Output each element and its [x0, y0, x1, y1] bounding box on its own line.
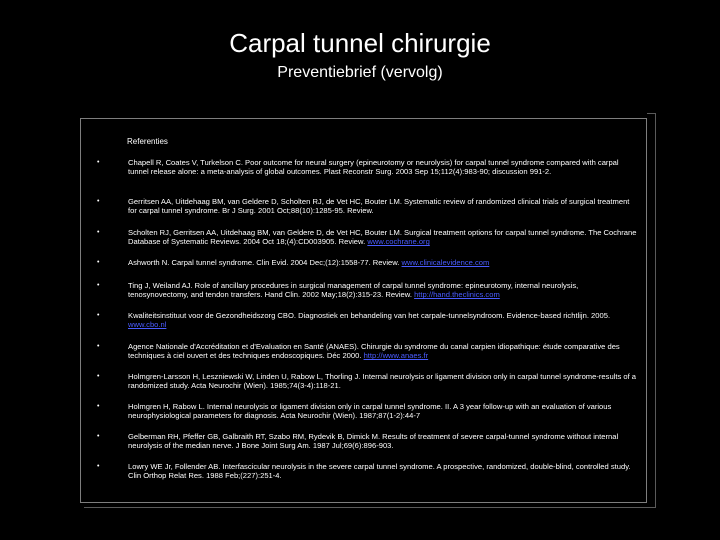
- reference-text: Kwaliteitsinstituut voor de Gezondheidszorg CBO. Diagnostiek en behandeling van het carpale-tunnelsyndroom. Evidence-based richtlijn. 2005.: [128, 311, 611, 320]
- reference-text: Scholten RJ, Gerritsen AA, Uitdehaag BM, van Geldere D, de Vet HC, Bouter LM. Surgical treatment options for carpal tunnel syndrome. The Cochrane Database of Systematic Reviews. 2004 Oct 18;(4):CD003905. Review.: [128, 228, 637, 247]
- reference-text: Gerritsen AA, Uitdehaag BM, van Geldere D, Scholten RJ, de Vet HC, Bouter LM. Systematic review of randomized clinical trials of surgical treatment for carpal tunnel syndrome. Br J Surg. 2001 Oct;88(10):1285-95. Review.: [128, 197, 630, 216]
- reference-text-block: [128, 432, 638, 450]
- reference-text-block: [128, 281, 638, 299]
- reference-text-block: [128, 372, 638, 390]
- slide-title: Carpal tunnel chirurgie: [229, 28, 491, 58]
- bullet-icon: •: [97, 463, 100, 470]
- reference-text-block: [128, 197, 638, 215]
- bullet-icon: •: [97, 433, 100, 440]
- reference-text: Holmgren H, Rabow L. Internal neurolysis or ligament division only in carpal tunnel syndrome. II. A 3 year follow-up with an evaluation of various neurophysiological parameters for diagnosis. Acta Neurochir (Wien). 1987;87(1-2):44-7: [128, 402, 612, 421]
- bullet-icon: •: [97, 312, 100, 319]
- references-box-shadow-bottom: [84, 503, 656, 508]
- reference-link[interactable]: http://www.anaes.fr: [363, 351, 429, 361]
- reference-text: Ashworth N. Carpal tunnel syndrome. Clin Evid. 2004 Dec;(12):1558-77. Review.: [128, 258, 400, 267]
- reference-link[interactable]: www.cochrane.org: [367, 237, 430, 247]
- reference-text-block: [128, 462, 638, 480]
- bullet-icon: •: [97, 159, 100, 166]
- reference-text: Agence Nationale d'Accréditation et d'Evaluation en Santé (ANAES). Chirurgie du syndrome du canal carpien idiopathique: étude comparative des techniques à ciel ouvert et des techniques endoscopiques. Déc 2000.: [128, 342, 620, 361]
- reference-text: Ting J, Weiland AJ. Role of ancillary procedures in surgical management of carpal tunnel syndrome: epineurotomy, internal neurolysis, tenosynovectomy, and tendon transfers. Hand Clin. 2002 May;18(2):315-23. Review.: [128, 281, 579, 300]
- reference-text: Chapell R, Coates V, Turkelson C. Poor outcome for neural surgery (epineurotomy or neurolysis) for carpal tunnel syndrome compared with carpal tunnel release alone: a meta-analysis of global outcomes. Plast Reconstr Surg. 2003 Sep 15;112(4):983-90; discussion 991-2.: [128, 158, 619, 177]
- bullet-icon: •: [97, 229, 100, 236]
- reference-link[interactable]: www.clinicalevidence.com: [401, 258, 490, 267]
- reference-link[interactable]: http://hand.theclinics.com: [414, 290, 500, 300]
- slide-subtitle: Preventiebrief (vervolg): [277, 64, 443, 81]
- reference-text: Lowry WE Jr, Follender AB. Interfascicular neurolysis in the severe carpal tunnel syndrome. A prospective, randomized, double-blind, controlled study. Clin Orthop Relat Res. 1988 Feb;(227):251-4.: [128, 462, 631, 481]
- reference-text-block: [128, 258, 638, 267]
- reference-text: Holmgren-Larsson H, Leszniewski W, Linden U, Rabow L, Thorling J. Internal neurolysis or ligament division only in carpal tunnel syndrome-results of a randomized study. Acta Neurochir (Wien). 1985;74(3-4):118-21.: [128, 372, 637, 391]
- reference-text: Gelberman RH, Pfeffer GB, Galbraith RT, Szabo RM, Rydevik B, Dimick M. Results of treatment of severe carpal-tunnel syndrome without internal neurolysis of the median nerve. J Bone Joint Surg Am. 1987 Jul;69(6):896-903.: [128, 432, 619, 451]
- bullet-icon: •: [97, 259, 100, 266]
- bullet-icon: •: [97, 403, 100, 410]
- references-heading: Referenties: [127, 137, 168, 146]
- bullet-icon: •: [97, 198, 100, 205]
- bullet-icon: •: [97, 282, 100, 289]
- reference-text-block: [128, 342, 638, 360]
- reference-text-block: [128, 402, 638, 420]
- bullet-icon: •: [97, 343, 100, 350]
- references-box-shadow: [647, 113, 656, 508]
- reference-text-block: [128, 311, 638, 329]
- reference-text-block: [128, 158, 638, 176]
- reference-link[interactable]: www.cbo.nl: [128, 320, 167, 330]
- reference-text-block: [128, 228, 638, 246]
- bullet-icon: •: [97, 373, 100, 380]
